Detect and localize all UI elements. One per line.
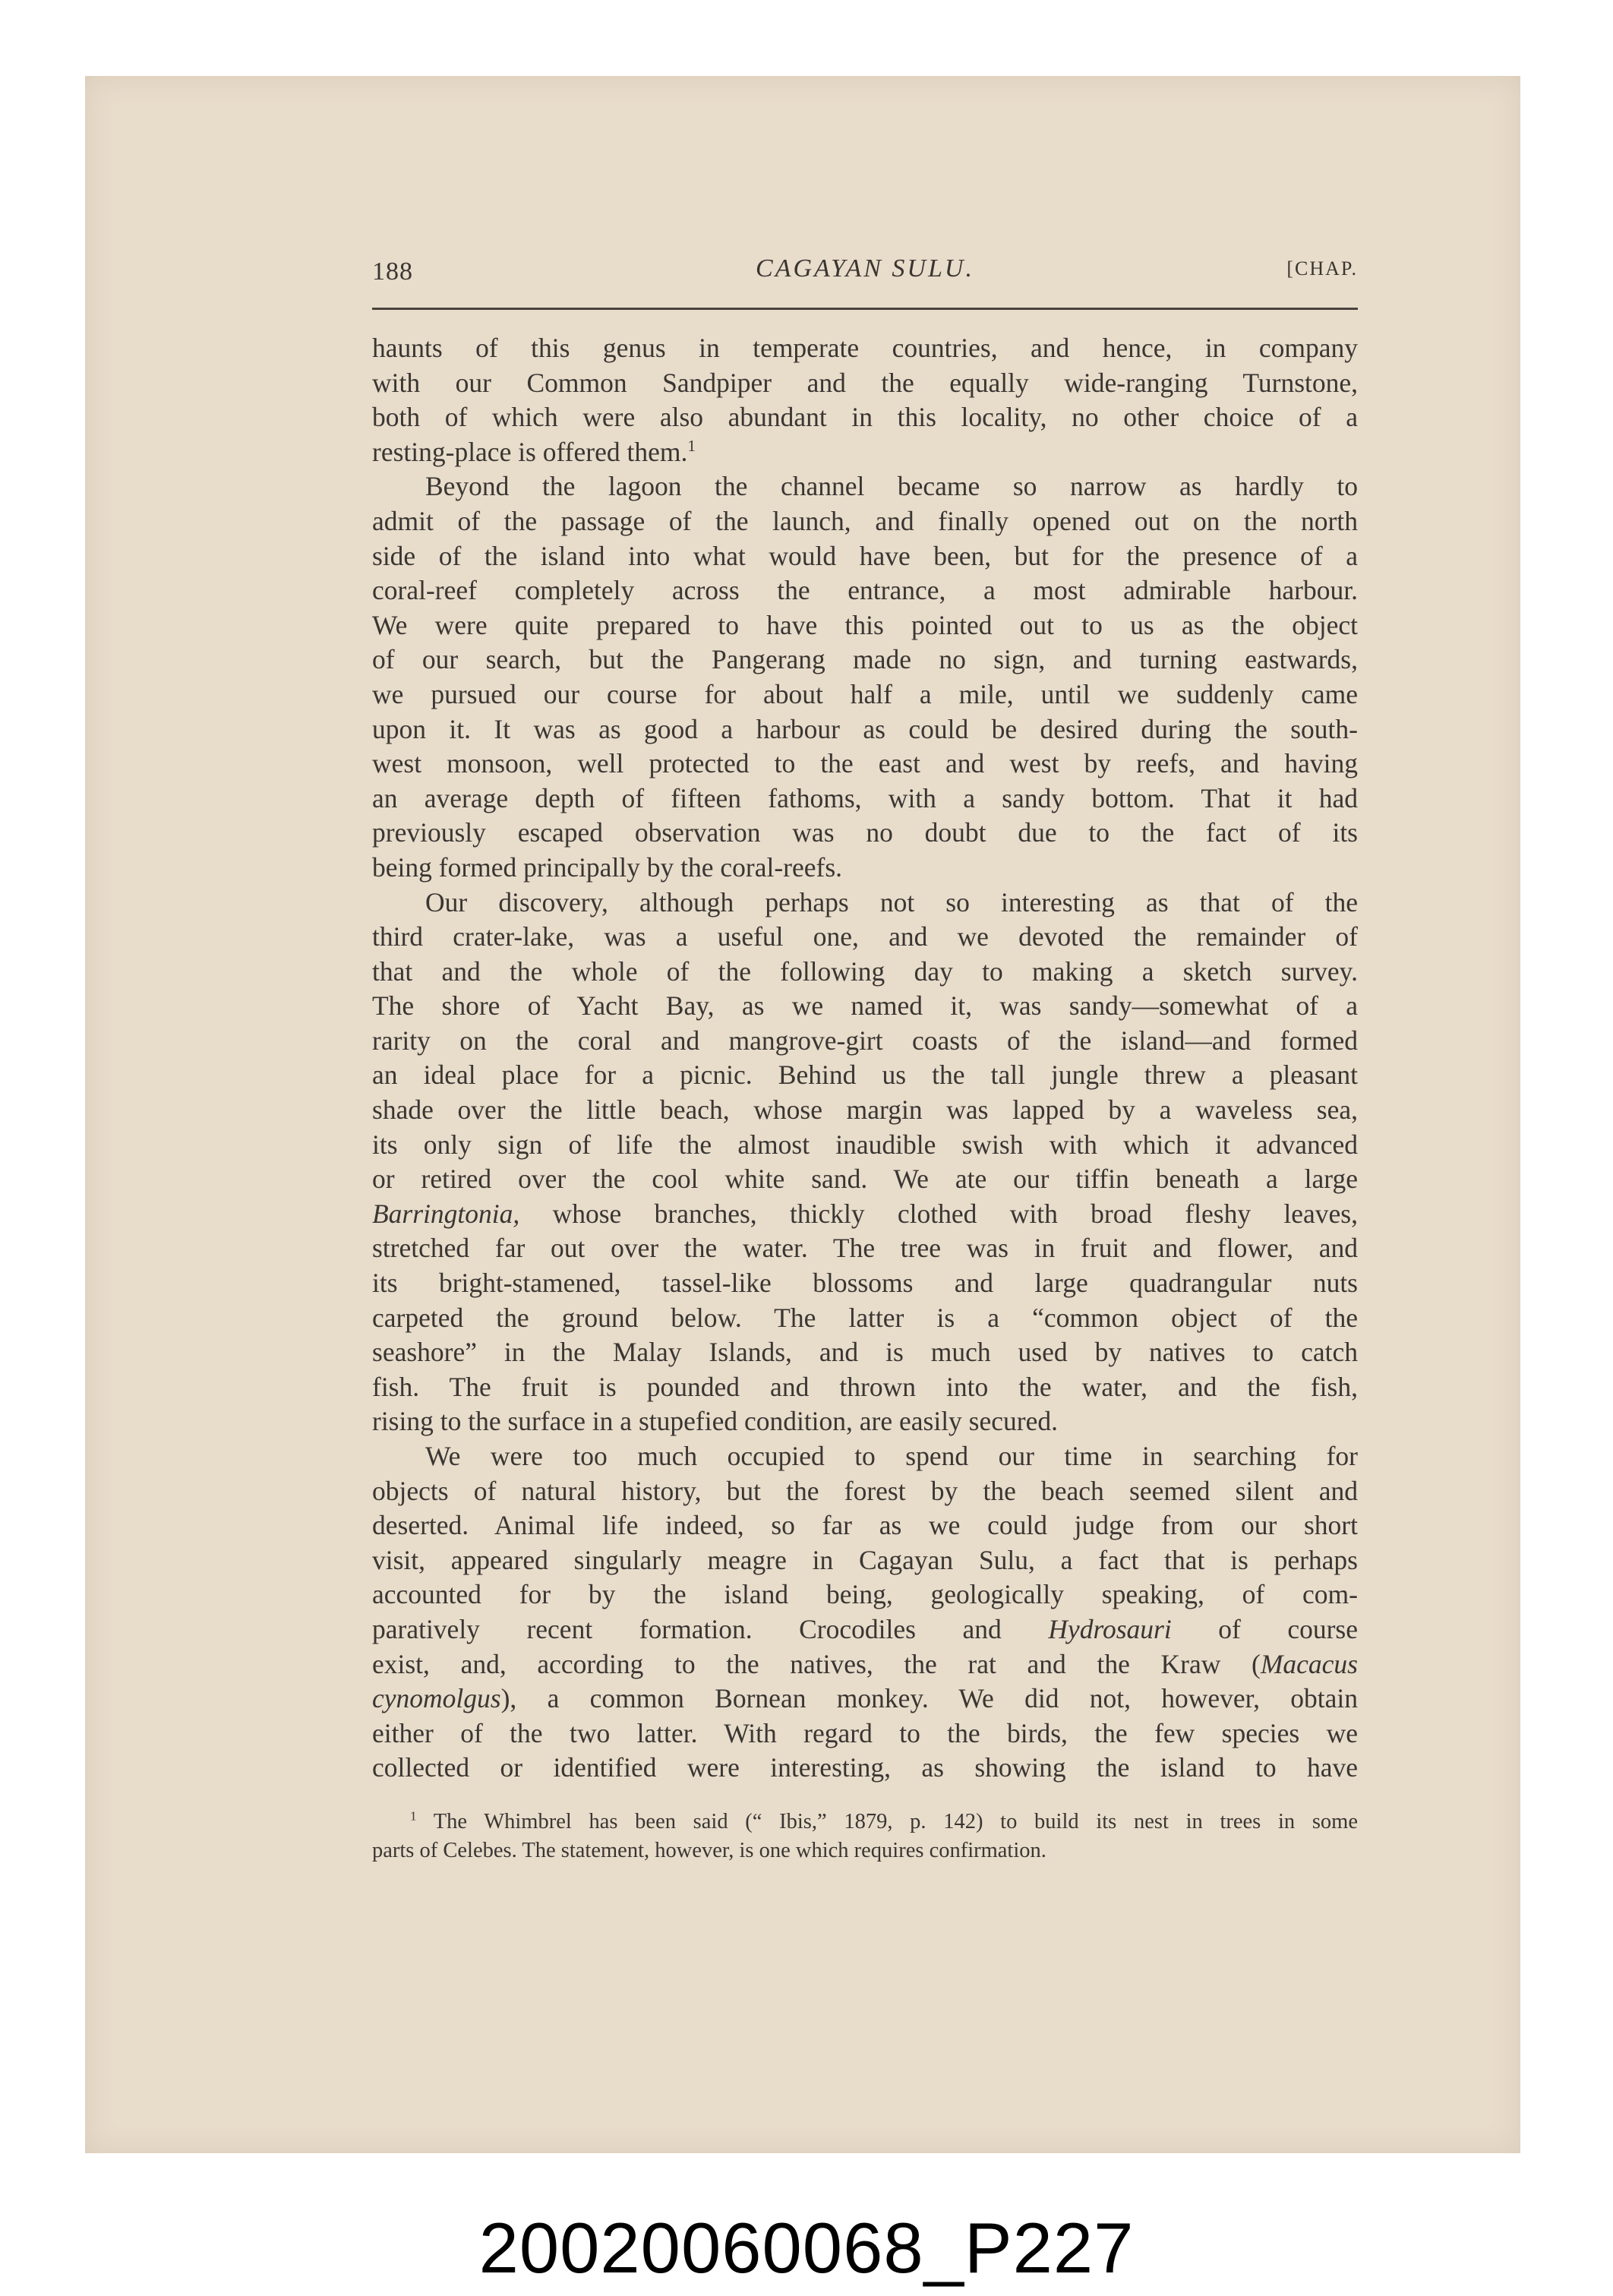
italic-term: Barringtonia, [372, 1198, 520, 1229]
footnote-line: parts of Celebes. The statement, however, is one which requires confirmation. [372, 1839, 1046, 1862]
scan-identifier: 20020060068_P227 [478, 2208, 1135, 2288]
text-line-content: resting-place is offered them. [372, 436, 688, 467]
text-line [372, 1197, 1358, 1232]
running-head [372, 253, 1358, 295]
text-line: Beyond the lagoon the channel became so narrow as hardly to [425, 471, 1358, 502]
text-line: either of the two latter. With regard to the birds, the few species we [372, 1717, 1358, 1748]
footnote [372, 1808, 1358, 1865]
text-line: rising to the surface in a stupefied condition, are easily secured. [372, 1406, 1058, 1437]
text-line: admit of the passage of the launch, and finally opened out on the north [372, 505, 1358, 536]
footnote-marker: 1 [410, 1808, 417, 1824]
italic-term: Macacus [1260, 1648, 1358, 1679]
text-line-content: paratively recent formation. Crocodiles and [372, 1613, 1002, 1644]
text-line: Our discovery, although perhaps not so interesting as that of the [425, 886, 1358, 917]
text-line-content: exist, and, according to the natives, the rat and the Kraw ( [372, 1648, 1261, 1679]
text-line: The shore of Yacht Bay, as we named it, was sandy—somewhat of a [372, 990, 1358, 1022]
text-line: coral-reef completely across the entrance, a most admirable harbour. [372, 575, 1358, 606]
text-line: we pursued our course for about half a mile, until we suddenly came [372, 678, 1358, 709]
text-line: an average depth of fifteen fathoms, with a sandy bottom. That it had [372, 782, 1358, 813]
paragraph-1 [372, 331, 1358, 469]
text-line: an ideal place for a picnic. Behind us the tall jungle threw a pleasant [372, 1060, 1358, 1091]
text-line: both of which were also abundant in this locality, no other choice of a [372, 402, 1358, 433]
paragraph-4 [372, 1439, 1358, 1786]
chapter-title: CAGAYAN SULU. [756, 254, 974, 283]
footnote-line [372, 1808, 1358, 1836]
italic-term: cynomolgus [372, 1683, 501, 1714]
text-line [372, 1647, 1358, 1682]
text-line: with our Common Sandpiper and the equally wide-ranging Turnstone, [372, 367, 1358, 398]
text-line [372, 1682, 1358, 1716]
paragraph-2 [372, 469, 1358, 885]
text-line: shade over the little beach, whose margin was lapped by a waveless sea, [372, 1094, 1358, 1126]
text-line: visit, appeared singularly meagre in Cagayan Sulu, a fact that is perhaps [372, 1544, 1358, 1575]
body-text [372, 331, 1358, 1786]
text-line: accounted for by the island being, geologically speaking, of com- [372, 1579, 1358, 1610]
footnote-reference: 1 [687, 436, 696, 455]
header-rule [372, 308, 1358, 310]
text-line: We were quite prepared to have this pointed out to us as the object [372, 609, 1358, 640]
text-line: stretched far out over the water. The tree was in fruit and flower, and [372, 1233, 1358, 1264]
text-line: previously escaped observation was no doubt due to the fact of its [372, 817, 1358, 848]
text-line: fish. The fruit is pounded and thrown into the water, and the fish, [372, 1371, 1358, 1402]
text-line: being formed principally by the coral-reefs. [372, 851, 843, 883]
text-line: seashore” in the Malay Islands, and is much used by natives to catch [372, 1337, 1358, 1368]
text-line: upon it. It was as good a harbour as could be desired during the south- [372, 713, 1358, 744]
text-line: rarity on the coral and mangrove-girt coasts of the island—and formed [372, 1025, 1358, 1056]
page-number: 188 [372, 257, 413, 286]
text-line-content: ), a common Bornean monkey. We did not, however, obtain [500, 1683, 1358, 1714]
text-line: its bright-stamened, tassel-like blossoms and large quadrangular nuts [372, 1268, 1358, 1299]
text-line [372, 1612, 1358, 1647]
text-line: third crater-lake, was a useful one, and we devoted the remainder of [372, 921, 1358, 952]
text-line: deserted. Animal life indeed, so far as we could judge from our short [372, 1510, 1358, 1541]
paragraph-3 [372, 886, 1358, 1440]
text-line: west monsoon, well protected to the east and west by reefs, and having [372, 748, 1358, 779]
text-line: We were too much occupied to spend our time in searching for [425, 1441, 1358, 1471]
text-line-content: of course [1218, 1613, 1359, 1644]
text-line: that and the whole of the following day to making a sketch survey. [372, 955, 1358, 987]
text-line: side of the island into what would have been, but for the presence of a [372, 540, 1358, 571]
text-line: of our search, but the Pangerang made no sign, and turning eastwards, [372, 644, 1358, 675]
text-line: carpeted the ground below. The latter is a “common object of the [372, 1302, 1358, 1333]
text-line: objects of natural history, but the forest by the beach seemed silent and [372, 1475, 1358, 1506]
text-line: or retired over the cool white sand. We ate our tiffin beneath a large [372, 1164, 1358, 1195]
text-line-content: whose branches, thickly clothed with broad fleshy leaves, [552, 1198, 1358, 1229]
text-line: collected or identified were interesting, as showing the island to have [372, 1752, 1358, 1783]
chapter-marker: [CHAP. [1286, 257, 1358, 279]
text-line [372, 435, 1358, 470]
text-line: its only sign of life the almost inaudible swish with which it advanced [372, 1129, 1358, 1160]
footnote-text: The Whimbrel has been said (“ Ibis,” 1879, p. 142) to build its nest in trees in some [433, 1810, 1358, 1833]
text-line: haunts of this genus in temperate countries, and hence, in company [372, 333, 1358, 363]
italic-term: Hydrosauri [1048, 1613, 1172, 1644]
